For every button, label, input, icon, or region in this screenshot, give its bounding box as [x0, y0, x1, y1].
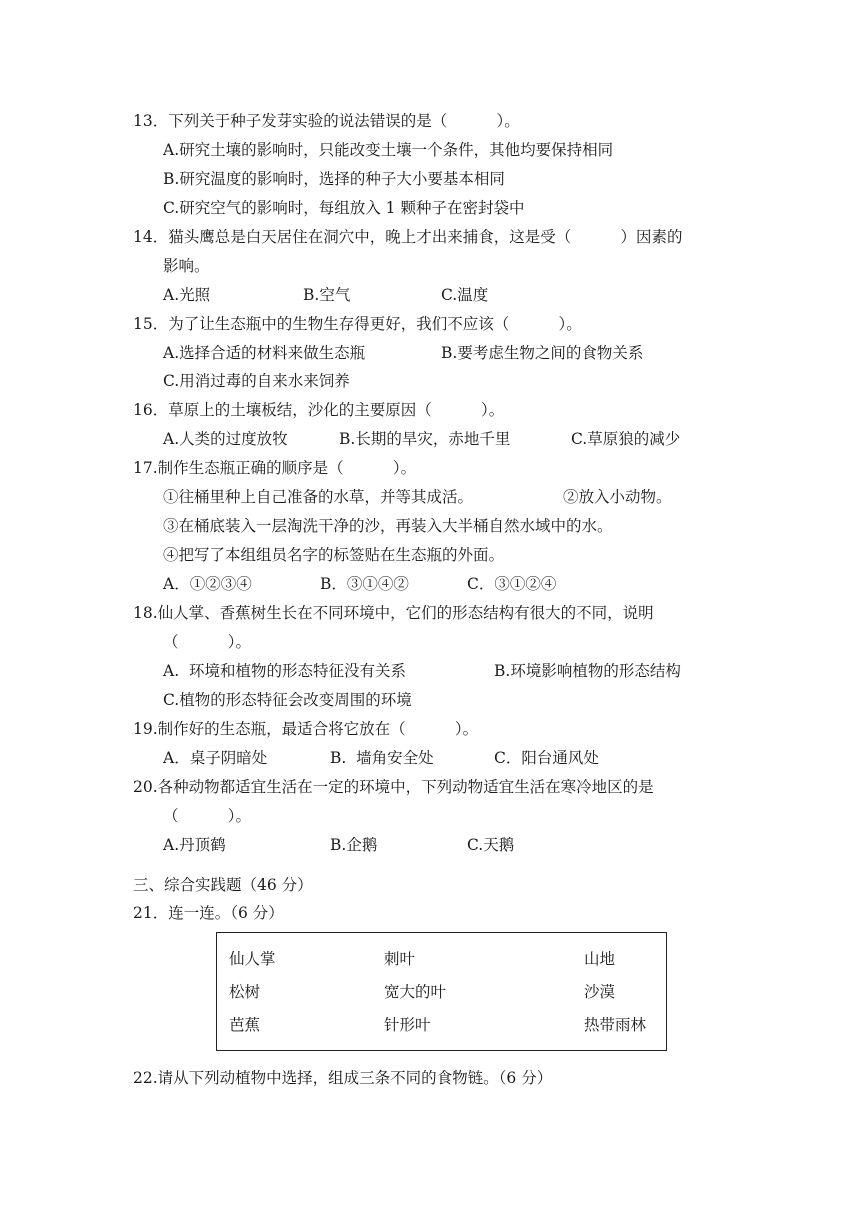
q13-stem: 13．下列关于种子发芽实验的说法错误的是（ ）。: [133, 112, 520, 130]
match-middle-1[interactable]: 刺叶: [384, 950, 416, 968]
q15-stem: 15．为了让生态瓶中的生物生存得更好，我们不应该（ ）。: [133, 315, 582, 333]
q18-stem: 18.仙人掌、香蕉树生长在不同环境中，它们的形态结构有很大的不同，说明: [133, 604, 654, 622]
q17-step-2: ②放入小动物。: [563, 488, 672, 506]
q16-option-b: B.长期的旱灾，赤地千里: [339, 430, 511, 448]
q13-option-c: C.研究空气的影响时，每组放入 1 颗种子在密封袋中: [163, 199, 525, 217]
q17-option-b: B．③①④②: [320, 575, 409, 593]
match-right-2[interactable]: 沙漠: [584, 983, 616, 1001]
match-middle-3[interactable]: 针形叶: [384, 1016, 431, 1034]
q18-option-a: A. 环境和植物的形态特征没有关系: [163, 662, 406, 680]
q16-option-a: A.人类的过度放牧: [163, 430, 288, 448]
matching-table: [216, 932, 667, 1051]
q19-option-c: C．阳台通风处: [494, 749, 599, 767]
q13-option-b: B.研究温度的影响时，选择的种子大小要基本相同: [163, 170, 505, 188]
q14-option-c: C.温度: [441, 286, 489, 304]
q22-stem: 22.请从下列动植物中选择，组成三条不同的食物链。（6 分）: [133, 1069, 553, 1087]
q20-stem: 20.各种动物都适宜生活在一定的环境中，下列动物适宜生活在寒冷地区的是: [133, 778, 654, 796]
q14-option-b: B.空气: [303, 286, 351, 304]
match-left-1[interactable]: 仙人掌: [229, 950, 276, 968]
q15-option-c: C.用消过毒的自来水来饲养: [163, 372, 350, 390]
section-title: 三、综合实践题（46 分）: [133, 876, 313, 894]
q19-stem: 19.制作好的生态瓶，最适合将它放在（ ）。: [133, 720, 479, 738]
q20-option-b: B.企鹅: [330, 836, 378, 854]
q15-option-b: B.要考虑生物之间的食物关系: [441, 344, 644, 362]
q17-step-1: ①往桶里种上自己准备的水草，并等其成活。: [163, 488, 474, 506]
q14-stem: 14．猫头鹰总是白天居住在洞穴中，晚上才出来捕食，这是受（ ）因素的: [133, 228, 683, 246]
q18-option-c: C.植物的形态特征会改变周围的环境: [163, 691, 412, 709]
q17-step-4: ④把写了本组组员名字的标签贴在生态瓶的外面。: [163, 546, 505, 564]
q20-option-c: C.天鹅: [467, 836, 515, 854]
match-middle-2[interactable]: 宽大的叶: [384, 983, 447, 1001]
q20-stem-continued: （ ）。: [163, 807, 252, 825]
q14-stem-continued: 影响。: [163, 257, 210, 275]
q14-option-a: A.光照: [163, 286, 211, 304]
q21-stem: 21．连一连。（6 分）: [133, 904, 284, 922]
q18-option-b: B.环境影响植物的形态结构: [494, 662, 681, 680]
match-left-3[interactable]: 芭蕉: [229, 1016, 261, 1034]
q17-option-a: A．①②③④: [163, 575, 252, 593]
match-right-3[interactable]: 热带雨林: [584, 1016, 647, 1034]
match-right-1[interactable]: 山地: [584, 950, 616, 968]
q17-stem: 17.制作生态瓶正确的顺序是（ ）。: [133, 459, 417, 477]
q20-option-a: A.丹顶鹤: [163, 836, 226, 854]
q16-option-c: C.草原狼的减少: [571, 430, 681, 448]
q17-option-c: C．③①②④: [467, 575, 557, 593]
match-left-2[interactable]: 松树: [229, 983, 261, 1001]
q19-option-a: A．桌子阴暗处: [163, 749, 268, 767]
q17-step-3: ③在桶底装入一层淘洗干净的沙，再装入大半桶自然水域中的水。: [163, 517, 613, 535]
q18-stem-continued: （ ）。: [163, 633, 252, 651]
q16-stem: 16．草原上的土壤板结，沙化的主要原因（ ）。: [133, 401, 505, 419]
q13-option-a: A.研究土壤的影响时，只能改变土壤一个条件，其他均要保持相同: [163, 141, 614, 159]
q19-option-b: B. 墙角安全处: [330, 749, 434, 767]
q15-option-a: A.选择合适的材料来做生态瓶: [163, 344, 366, 362]
